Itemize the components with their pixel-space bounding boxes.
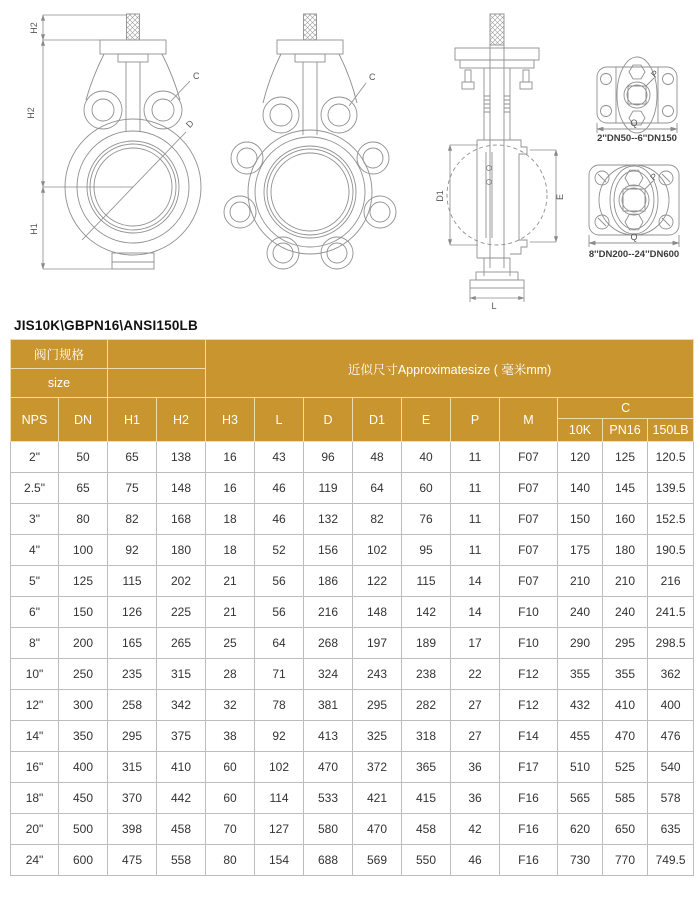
table-cell: 16	[206, 442, 255, 473]
table-cell: 122	[353, 566, 402, 597]
header-group-c: C	[558, 398, 694, 419]
header-col-10k: 10K	[558, 419, 603, 442]
table-cell: 225	[157, 597, 206, 628]
table-cell: 8"	[11, 628, 59, 659]
table-cell: 525	[603, 752, 648, 783]
table-cell: 145	[603, 473, 648, 504]
table-cell: 11	[451, 442, 500, 473]
table-cell: F07	[500, 535, 558, 566]
label-e: E	[555, 193, 565, 201]
table-cell: 265	[157, 628, 206, 659]
table-cell: 138	[157, 442, 206, 473]
table-cell: 324	[304, 659, 353, 690]
table-cell: 455	[558, 721, 603, 752]
table-cell: 148	[157, 473, 206, 504]
table-cell: 42	[451, 814, 500, 845]
table-cell: 17	[451, 628, 500, 659]
table-cell: 142	[402, 597, 451, 628]
table-cell: 350	[59, 721, 108, 752]
stem-hatch	[304, 14, 317, 40]
header-spec-en: size	[11, 369, 108, 398]
table-cell: F07	[500, 504, 558, 535]
table-row	[11, 814, 694, 845]
table-cell: 240	[558, 597, 603, 628]
table-cell: 60	[206, 752, 255, 783]
table-cell: 325	[353, 721, 402, 752]
table-cell: 65	[108, 442, 157, 473]
caption-small-sizes: 2''DN50--6''DN150	[597, 133, 677, 144]
table-cell: 156	[304, 535, 353, 566]
table-cell: 160	[603, 504, 648, 535]
table-cell: 119	[304, 473, 353, 504]
table-cell: 16"	[11, 752, 59, 783]
table-cell: 82	[108, 504, 157, 535]
header-empty-2	[108, 369, 206, 398]
table-row	[11, 752, 694, 783]
header-col-h3: H3	[206, 398, 255, 442]
table-cell: 115	[402, 566, 451, 597]
table-cell: 318	[402, 721, 451, 752]
table-cell: 450	[59, 783, 108, 814]
table-cell: 400	[648, 690, 694, 721]
table-cell: 92	[255, 721, 304, 752]
table-cell: 620	[558, 814, 603, 845]
table-row	[11, 659, 694, 690]
wafer-valve-view	[65, 14, 201, 269]
table-cell: 268	[304, 628, 353, 659]
table-cell: 46	[451, 845, 500, 876]
table-cell: 180	[157, 535, 206, 566]
label-c-lug: C	[369, 72, 376, 82]
table-cell: 18	[206, 504, 255, 535]
table-cell: 46	[255, 473, 304, 504]
table-cell: F10	[500, 628, 558, 659]
table-cell: 140	[558, 473, 603, 504]
table-cell: 21	[206, 566, 255, 597]
table-cell: 580	[304, 814, 353, 845]
header-col-d: D	[304, 398, 353, 442]
table-cell: 635	[648, 814, 694, 845]
table-row	[11, 566, 694, 597]
table-cell: 6"	[11, 597, 59, 628]
table-cell: 126	[108, 597, 157, 628]
table-cell: 125	[603, 442, 648, 473]
table-cell: 510	[558, 752, 603, 783]
table-cell: 175	[558, 535, 603, 566]
table-title: JIS10K\GBPN16\ANSI150LB	[14, 318, 198, 333]
table-cell: 413	[304, 721, 353, 752]
table-cell: 22	[451, 659, 500, 690]
table-cell: 210	[603, 566, 648, 597]
table-cell: 315	[108, 752, 157, 783]
table-cell: 56	[255, 566, 304, 597]
table-cell: 197	[353, 628, 402, 659]
table-row	[11, 504, 694, 535]
table-cell: 355	[558, 659, 603, 690]
table-cell: 282	[402, 690, 451, 721]
table-cell: 27	[451, 721, 500, 752]
table-cell: 165	[108, 628, 157, 659]
table-cell: 114	[255, 783, 304, 814]
table-row	[11, 597, 694, 628]
label-l: L	[491, 301, 497, 311]
header-spec-cn: 阀门规格	[11, 340, 108, 369]
header-col-150lb: 150LB	[648, 419, 694, 442]
table-cell: 120	[558, 442, 603, 473]
table-cell: 36	[451, 783, 500, 814]
table-cell: 569	[353, 845, 402, 876]
table-cell: 470	[353, 814, 402, 845]
c-leader-line	[171, 81, 190, 101]
label-d1: D1	[435, 190, 445, 202]
label-h2: H2	[26, 107, 36, 119]
table-cell: 189	[402, 628, 451, 659]
table-cell: F16	[500, 814, 558, 845]
table-cell: F17	[500, 752, 558, 783]
table-cell: F10	[500, 597, 558, 628]
table-cell: 40	[402, 442, 451, 473]
label-h3: H2	[29, 22, 39, 34]
table-cell: 14"	[11, 721, 59, 752]
label-c-wafer: C	[193, 71, 200, 81]
table-cell: 410	[603, 690, 648, 721]
table-cell: F16	[500, 845, 558, 876]
table-cell: 95	[402, 535, 451, 566]
table-cell: 56	[255, 597, 304, 628]
table-cell: 154	[255, 845, 304, 876]
table-cell: 295	[353, 690, 402, 721]
table-cell: 50	[59, 442, 108, 473]
label-p-large: P	[648, 171, 660, 183]
table-cell: 558	[157, 845, 206, 876]
table-cell: 190.5	[648, 535, 694, 566]
header-col-e: E	[402, 398, 451, 442]
table-cell: 12"	[11, 690, 59, 721]
table-row	[11, 845, 694, 876]
table-cell: F14	[500, 721, 558, 752]
table-cell: F12	[500, 659, 558, 690]
table-cell: 25	[206, 628, 255, 659]
table-cell: 82	[353, 504, 402, 535]
table-cell: 168	[157, 504, 206, 535]
table-cell: 730	[558, 845, 603, 876]
table-cell: F07	[500, 473, 558, 504]
table-cell: 4"	[11, 535, 59, 566]
table-cell: 32	[206, 690, 255, 721]
table-cell: 470	[603, 721, 648, 752]
table-cell: 258	[108, 690, 157, 721]
table-cell: 100	[59, 535, 108, 566]
table-cell: 152.5	[648, 504, 694, 535]
table-row	[11, 721, 694, 752]
table-cell: 132	[304, 504, 353, 535]
header-col-d1: D1	[353, 398, 402, 442]
table-cell: 27	[451, 690, 500, 721]
table-cell: 381	[304, 690, 353, 721]
table-cell: 38	[206, 721, 255, 752]
header-col-h2: H2	[157, 398, 206, 442]
table-cell: 432	[558, 690, 603, 721]
table-cell: 64	[353, 473, 402, 504]
side-dimension-lines	[450, 145, 556, 302]
table-cell: 365	[402, 752, 451, 783]
table-cell: 14	[451, 566, 500, 597]
table-cell: 295	[603, 628, 648, 659]
header-col-m: M	[500, 398, 558, 442]
label-q-large: Q	[630, 232, 638, 242]
table-cell: 295	[108, 721, 157, 752]
table-body	[11, 442, 694, 876]
table-cell: 470	[304, 752, 353, 783]
table-cell: 210	[558, 566, 603, 597]
table-cell: 235	[108, 659, 157, 690]
table-cell: 415	[402, 783, 451, 814]
table-cell: 28	[206, 659, 255, 690]
table-header	[11, 340, 694, 442]
table-cell: 410	[157, 752, 206, 783]
table-row	[11, 473, 694, 504]
label-d: D	[183, 118, 196, 130]
table-cell: 475	[108, 845, 157, 876]
table-cell: 238	[402, 659, 451, 690]
table-cell: 362	[648, 659, 694, 690]
table-cell: 18	[206, 535, 255, 566]
table-cell: 500	[59, 814, 108, 845]
table-cell: 180	[603, 535, 648, 566]
table-cell: 565	[558, 783, 603, 814]
table-cell: 243	[353, 659, 402, 690]
stem-hatch	[127, 14, 140, 40]
table-cell: 18"	[11, 783, 59, 814]
table-cell: 48	[353, 442, 402, 473]
table-row	[11, 442, 694, 473]
table-cell: 43	[255, 442, 304, 473]
table-cell: 5"	[11, 566, 59, 597]
table-cell: 76	[402, 504, 451, 535]
table-cell: 78	[255, 690, 304, 721]
table-cell: 442	[157, 783, 206, 814]
table-cell: 139.5	[648, 473, 694, 504]
table-cell: 476	[648, 721, 694, 752]
table-cell: 540	[648, 752, 694, 783]
table-cell: 92	[108, 535, 157, 566]
table-cell: 96	[304, 442, 353, 473]
caption-large-sizes: 8''DN200--24''DN600	[588, 249, 680, 260]
table-cell: 458	[402, 814, 451, 845]
table-cell: 46	[255, 504, 304, 535]
table-cell: 216	[304, 597, 353, 628]
table-cell: 300	[59, 690, 108, 721]
stem-hatch	[490, 14, 504, 45]
table-row	[11, 535, 694, 566]
table-cell: 21	[206, 597, 255, 628]
table-cell: 3"	[11, 504, 59, 535]
table-cell: 125	[59, 566, 108, 597]
header-col-dn: DN	[59, 398, 108, 442]
header-col-nps: NPS	[11, 398, 59, 442]
table-row	[11, 783, 694, 814]
table-cell: 421	[353, 783, 402, 814]
table-cell: 10"	[11, 659, 59, 690]
table-cell: 127	[255, 814, 304, 845]
table-cell: 20"	[11, 814, 59, 845]
header-col-l: L	[255, 398, 304, 442]
table-cell: 250	[59, 659, 108, 690]
header-col-pn16: PN16	[603, 419, 648, 442]
table-cell: 148	[353, 597, 402, 628]
table-row	[11, 690, 694, 721]
table-cell: 298.5	[648, 628, 694, 659]
table-cell: 650	[603, 814, 648, 845]
table-cell: 216	[648, 566, 694, 597]
table-cell: 315	[157, 659, 206, 690]
table-cell: 241.5	[648, 597, 694, 628]
table-cell: 458	[157, 814, 206, 845]
table-cell: 52	[255, 535, 304, 566]
table-cell: 71	[255, 659, 304, 690]
table-cell: 770	[603, 845, 648, 876]
header-approx-size: 近似尺寸Approximatesize ( 毫米mm)	[206, 340, 694, 398]
table-cell: 11	[451, 504, 500, 535]
table-cell: 342	[157, 690, 206, 721]
table-cell: 24"	[11, 845, 59, 876]
table-cell: 16	[206, 473, 255, 504]
table-cell: 533	[304, 783, 353, 814]
table-cell: 398	[108, 814, 157, 845]
label-q-small: Q	[630, 118, 638, 128]
header-col-h1: H1	[108, 398, 157, 442]
table-cell: 600	[59, 845, 108, 876]
table-cell: 375	[157, 721, 206, 752]
table-cell: 186	[304, 566, 353, 597]
table-cell: 11	[451, 535, 500, 566]
header-col-p: P	[451, 398, 500, 442]
table-cell: 64	[255, 628, 304, 659]
table-cell: 550	[402, 845, 451, 876]
table-cell: 65	[59, 473, 108, 504]
table-cell: 80	[206, 845, 255, 876]
table-row	[11, 628, 694, 659]
table-cell: 102	[255, 752, 304, 783]
table-cell: 400	[59, 752, 108, 783]
table-cell: 36	[451, 752, 500, 783]
table-cell: 120.5	[648, 442, 694, 473]
table-cell: 202	[157, 566, 206, 597]
table-cell: 585	[603, 783, 648, 814]
table-cell: 688	[304, 845, 353, 876]
table-cell: 60	[402, 473, 451, 504]
table-cell: 355	[603, 659, 648, 690]
table-cell: F12	[500, 690, 558, 721]
label-p-small: P	[649, 68, 661, 80]
table-cell: F16	[500, 783, 558, 814]
valve-technical-drawing	[0, 0, 700, 312]
table-cell: 2.5"	[11, 473, 59, 504]
table-cell: 60	[206, 783, 255, 814]
c-leader-line	[349, 83, 366, 106]
side-section-view	[447, 14, 547, 288]
table-cell: F07	[500, 566, 558, 597]
table-cell: 14	[451, 597, 500, 628]
table-cell: 150	[59, 597, 108, 628]
table-cell: 102	[353, 535, 402, 566]
table-cell: 370	[108, 783, 157, 814]
table-cell: 240	[603, 597, 648, 628]
table-cell: 200	[59, 628, 108, 659]
dimension-table	[10, 339, 694, 876]
table-cell: 290	[558, 628, 603, 659]
table-cell: 372	[353, 752, 402, 783]
label-h1: H1	[29, 223, 39, 235]
table-cell: F07	[500, 442, 558, 473]
table-cell: 80	[59, 504, 108, 535]
table-cell: 115	[108, 566, 157, 597]
table-cell: 578	[648, 783, 694, 814]
header-empty-1	[108, 340, 206, 369]
p-leader-line	[646, 78, 654, 86]
table-cell: 150	[558, 504, 603, 535]
table-cell: 749.5	[648, 845, 694, 876]
table-cell: 75	[108, 473, 157, 504]
table-cell: 2"	[11, 442, 59, 473]
lug-valve-view	[224, 14, 396, 269]
table-cell: 70	[206, 814, 255, 845]
table-cell: 11	[451, 473, 500, 504]
